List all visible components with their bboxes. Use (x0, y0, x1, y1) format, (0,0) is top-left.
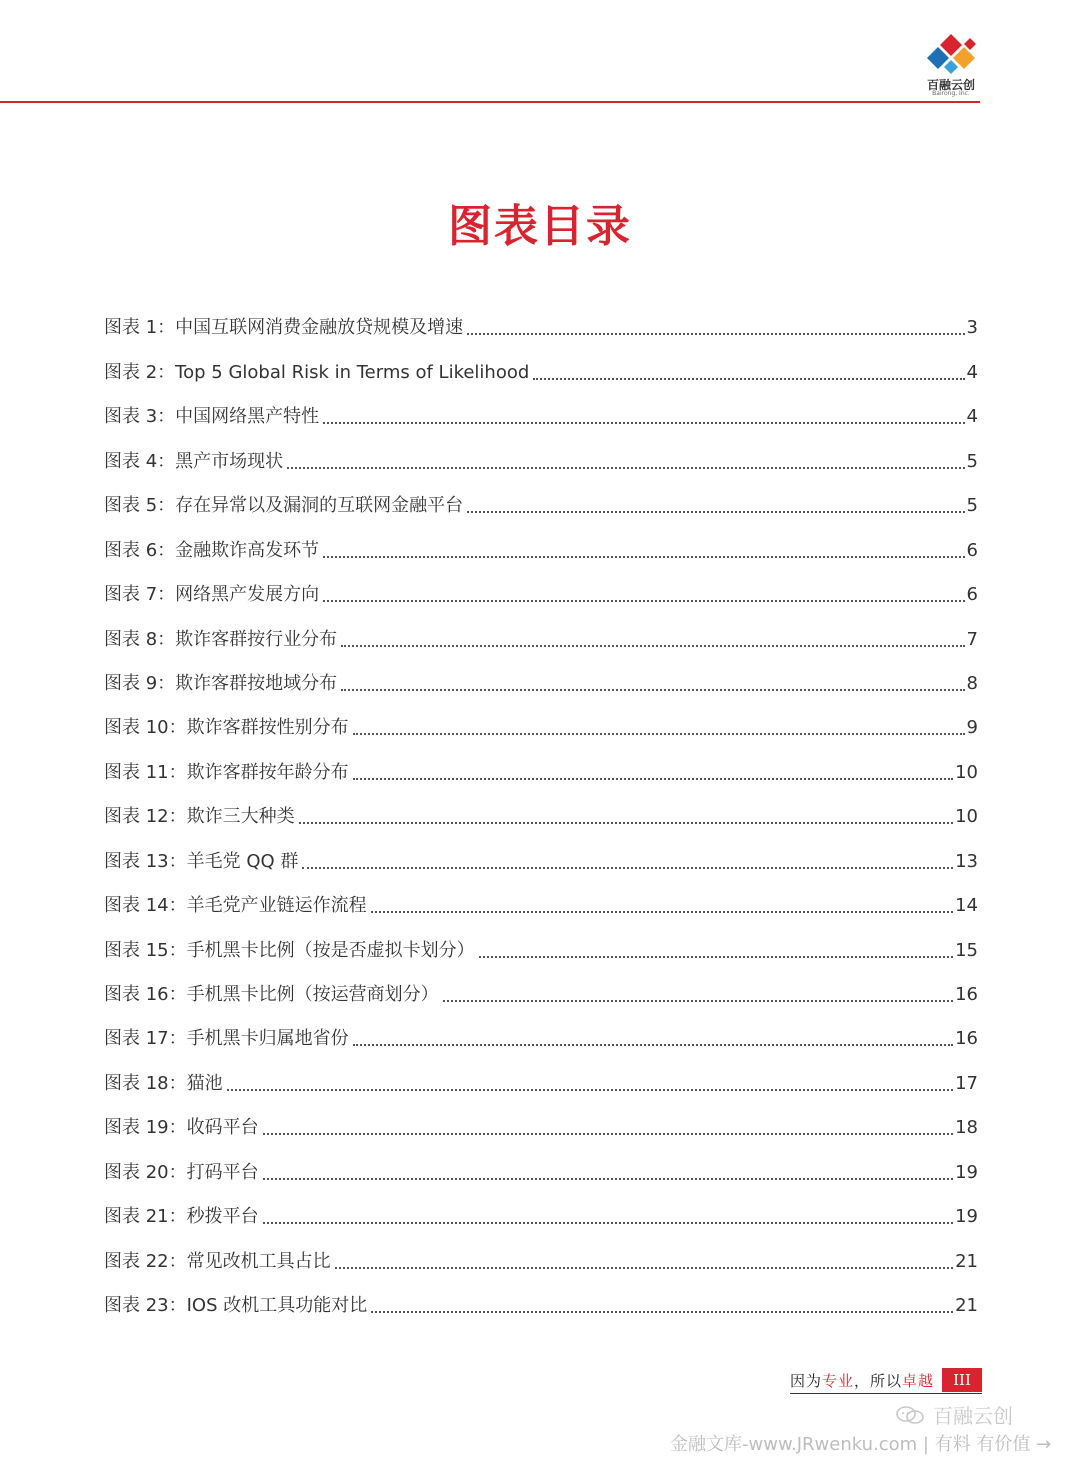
logo-name: 百融云创 (926, 78, 975, 92)
dot-leader (227, 1089, 953, 1091)
figure-list-item[interactable] (104, 1057, 978, 1101)
figure-title: 图表 6：金融欺诈高发环节 (104, 539, 320, 561)
dot-leader (323, 600, 964, 602)
figure-title: 图表 7：网络黑产发展方向 (104, 584, 320, 606)
dot-leader (323, 556, 964, 558)
logo-subtitle: Bairong, Inc. (932, 90, 970, 97)
watermark-text: 金融文库-www.JRwenku.com | 有料 有价值 → (670, 1434, 1052, 1455)
figure-page-number: 4 (966, 361, 978, 383)
footer-divider (790, 1393, 982, 1394)
figure-page-number: 10 (955, 761, 978, 783)
figure-page-number: 16 (955, 1028, 978, 1050)
figure-page-number: 6 (966, 539, 978, 561)
figure-list-item[interactable] (104, 1102, 978, 1146)
dot-leader (467, 511, 964, 513)
wechat-icon (895, 1405, 925, 1425)
dot-leader (467, 333, 964, 335)
figure-list-item[interactable] (104, 658, 978, 702)
figure-page-number: 3 (966, 317, 978, 339)
wechat-account-name: 百融云创 (933, 1404, 1013, 1428)
figure-list-item[interactable] (104, 924, 978, 968)
figure-page-number: 21 (955, 1250, 978, 1272)
dot-leader (479, 956, 953, 958)
page-number: III (942, 1368, 982, 1392)
figure-list-item[interactable] (104, 346, 978, 390)
figure-list-item[interactable] (104, 435, 978, 479)
slogan-part-3: ，所以 (854, 1372, 903, 1390)
figure-list-item[interactable] (104, 524, 978, 568)
figure-page-number: 16 (955, 984, 978, 1005)
figure-title: 图表 18：猫池 (104, 1072, 223, 1094)
figure-list-item[interactable] (104, 1191, 978, 1235)
figure-title: 图表 4：黑产市场现状 (104, 450, 284, 472)
figure-title: 图表 1：中国互联网消费金融放贷规模及增速 (104, 317, 464, 339)
dot-leader (353, 733, 965, 735)
figure-title: 图表 8：欺诈客群按行业分布 (104, 628, 338, 650)
page-title: 图表目录 (448, 201, 632, 252)
figure-list-item[interactable] (104, 569, 978, 613)
figure-title: 图表 9：欺诈客群按地域分布 (104, 672, 338, 694)
dot-leader (443, 1000, 953, 1002)
figure-list-item[interactable] (104, 1235, 978, 1279)
figure-page-number: 14 (955, 895, 978, 917)
figure-list-item[interactable] (104, 835, 978, 879)
dot-leader (353, 1044, 953, 1046)
figure-list-item[interactable] (104, 480, 978, 524)
dot-leader (335, 1267, 953, 1269)
figure-list-item[interactable] (104, 302, 978, 346)
figure-list (104, 302, 978, 1324)
figure-title: 图表 2：Top 5 Global Risk in Terms of Likelihood (104, 361, 530, 383)
figure-list-item[interactable] (104, 880, 978, 924)
figure-title: 图表 19：收码平台 (104, 1117, 259, 1139)
slogan-part-1: 因为 (790, 1372, 823, 1390)
figure-page-number: 19 (955, 1206, 978, 1228)
figure-page-number: 19 (955, 1161, 978, 1183)
figure-page-number: 5 (966, 450, 978, 472)
figure-list-item[interactable] (104, 969, 978, 1013)
wechat-account (895, 1400, 1013, 1429)
figure-list-item[interactable] (104, 391, 978, 435)
figure-list-item[interactable] (104, 613, 978, 657)
figure-title: 图表 23：IOS 改机工具功能对比 (104, 1295, 368, 1317)
figure-list-item[interactable] (104, 791, 978, 835)
figure-title: 图表 16：手机黑卡比例（按运营商划分） (104, 984, 439, 1005)
figure-list-item[interactable] (104, 746, 978, 790)
figure-title: 图表 11：欺诈客群按年龄分布 (104, 761, 349, 783)
dot-leader (323, 422, 964, 424)
figure-title: 图表 21：秒拨平台 (104, 1206, 259, 1228)
figure-page-number: 6 (966, 584, 978, 606)
figure-list-item[interactable] (104, 1146, 978, 1190)
dot-leader (299, 822, 953, 824)
figure-title: 图表 13：羊毛党 QQ 群 (104, 850, 299, 872)
figure-list-item[interactable] (104, 1280, 978, 1324)
figure-page-number: 7 (966, 628, 978, 650)
figure-page-number: 10 (955, 806, 978, 828)
dot-leader (353, 778, 953, 780)
figure-page-number: 13 (955, 850, 978, 872)
slogan-part-4: 卓越 (902, 1372, 935, 1390)
figure-page-number: 17 (955, 1072, 978, 1094)
header-divider (0, 101, 980, 103)
figure-title: 图表 5：存在异常以及漏洞的互联网金融平台 (104, 495, 464, 517)
figure-page-number: 21 (955, 1295, 978, 1317)
slogan-part-2: 专业 (822, 1372, 855, 1390)
figure-title: 图表 17：手机黑卡归属地省份 (104, 1028, 349, 1050)
dot-leader (263, 1178, 953, 1180)
figure-title: 图表 20：打码平台 (104, 1161, 259, 1183)
figure-title: 图表 14：羊毛党产业链运作流程 (104, 895, 367, 917)
dot-leader (341, 689, 964, 691)
figure-page-number: 15 (955, 939, 978, 961)
figure-title: 图表 12：欺诈三大种类 (104, 806, 295, 828)
figure-title: 图表 15：手机黑卡比例（按是否虚拟卡划分） (104, 939, 475, 961)
logo-mark-icon (918, 32, 984, 76)
dot-leader (287, 467, 964, 469)
dot-leader (533, 378, 964, 380)
figure-page-number: 4 (966, 406, 978, 428)
figure-title: 图表 10：欺诈客群按性别分布 (104, 717, 349, 739)
figure-page-number: 8 (966, 672, 978, 694)
figure-list-item[interactable] (104, 702, 978, 746)
figure-page-number: 9 (966, 717, 978, 739)
figure-page-number: 18 (955, 1117, 978, 1139)
dot-leader (371, 1311, 953, 1313)
dot-leader (263, 1222, 953, 1224)
figure-title: 图表 22：常见改机工具占比 (104, 1250, 331, 1272)
dot-leader (371, 911, 953, 913)
company-logo (918, 32, 984, 100)
dot-leader (263, 1133, 953, 1135)
footer-slogan (790, 1370, 934, 1391)
figure-page-number: 5 (966, 495, 978, 517)
figure-title: 图表 3：中国网络黑产特性 (104, 406, 320, 428)
dot-leader (302, 867, 953, 869)
dot-leader (341, 645, 964, 647)
figure-list-item[interactable] (104, 1013, 978, 1057)
